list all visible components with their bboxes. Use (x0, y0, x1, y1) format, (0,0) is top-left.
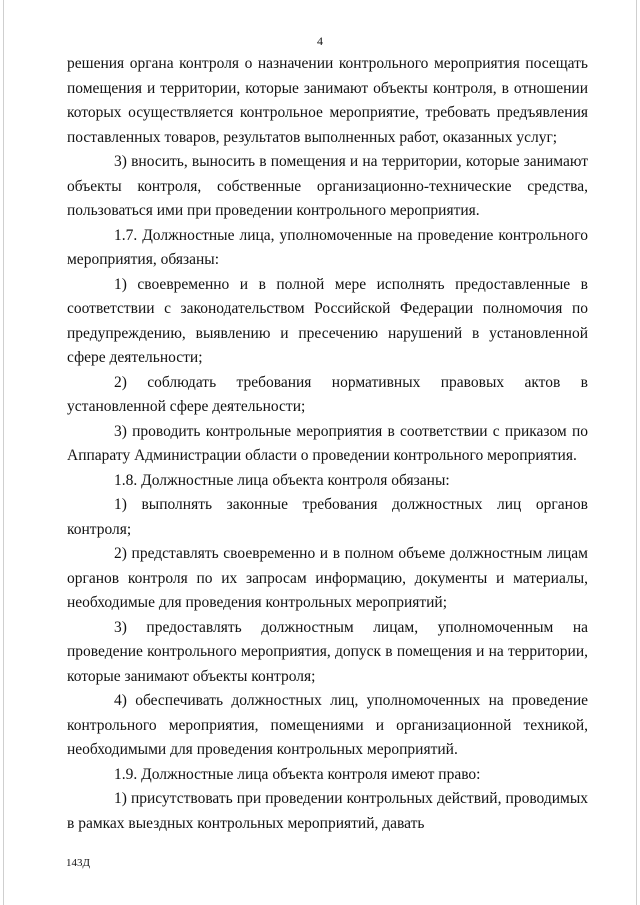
paragraph: 1.7. Должностные лица, уполномоченные на проведение контрольного мероприятия, обязаны: (67, 226, 588, 268)
document-body (67, 52, 588, 836)
paragraph: 3) предоставлять должностным лицам, уполномоченным на проведение контрольного мероприятия, допуск в помещения и на территории, которые занимают объекты контроля; (67, 618, 588, 685)
paragraph: 1.9. Должностные лица объекта контроля имеют право: (114, 765, 481, 783)
paragraph: 2) соблюдать требования нормативных правовых актов в установленной сфере деятельности; (67, 373, 588, 415)
document-code: 143Д (66, 857, 91, 869)
scan-edge-left (3, 0, 4, 905)
paragraph: 4) обеспечивать должностных лиц, уполномоченных на проведение контрольного мероприятия, помещениями и организационной техникой, необходимыми для проведения контрольных мероприятий. (67, 692, 588, 758)
paragraph: 2) представлять своевременно и в полном объеме должностным лицам органов контроля по их запросам информацию, документы и материалы, необходимые для проведения контрольных мероприятий; (67, 545, 588, 611)
paragraph: 1) выполнять законные требования должностных лиц органов контроля; (67, 496, 588, 538)
paragraph: 3) вносить, выносить в помещения и на территории, которые занимают объекты контроля, собственные организационно-технические средства, пользоваться ими при проведении контрольного мероприятия. (67, 153, 588, 219)
paragraph: 1) своевременно и в полной мере исполнять предоставленные в соответствии с законодательством Российской Федерации полномочия по предупреждению, выявлению и пресечению нарушений в установленной сфере деятельности; (67, 275, 588, 366)
paragraph: 1.8. Должностные лица объекта контроля обязаны: (114, 471, 450, 489)
paragraph: 3) проводить контрольные мероприятия в соответствии с приказом по Аппарату Администрации области о проведении контрольного мероприятия. (67, 422, 588, 464)
paragraph: решения органа контроля о назначении контрольного мероприятия посещать помещения и территории, которые занимают объекты контроля, в отношении которых осуществляется контрольное мероприятие, требовать предъявления поставленных товаров, результатов выполненных работ, оказанных услуг; (67, 55, 588, 146)
paragraph: 1) присутствовать при проведении контрольных действий, проводимых в рамках выездных контрольных мероприятий, давать (67, 790, 588, 832)
page-number: 4 (317, 34, 323, 48)
scan-edge-right (636, 0, 637, 905)
